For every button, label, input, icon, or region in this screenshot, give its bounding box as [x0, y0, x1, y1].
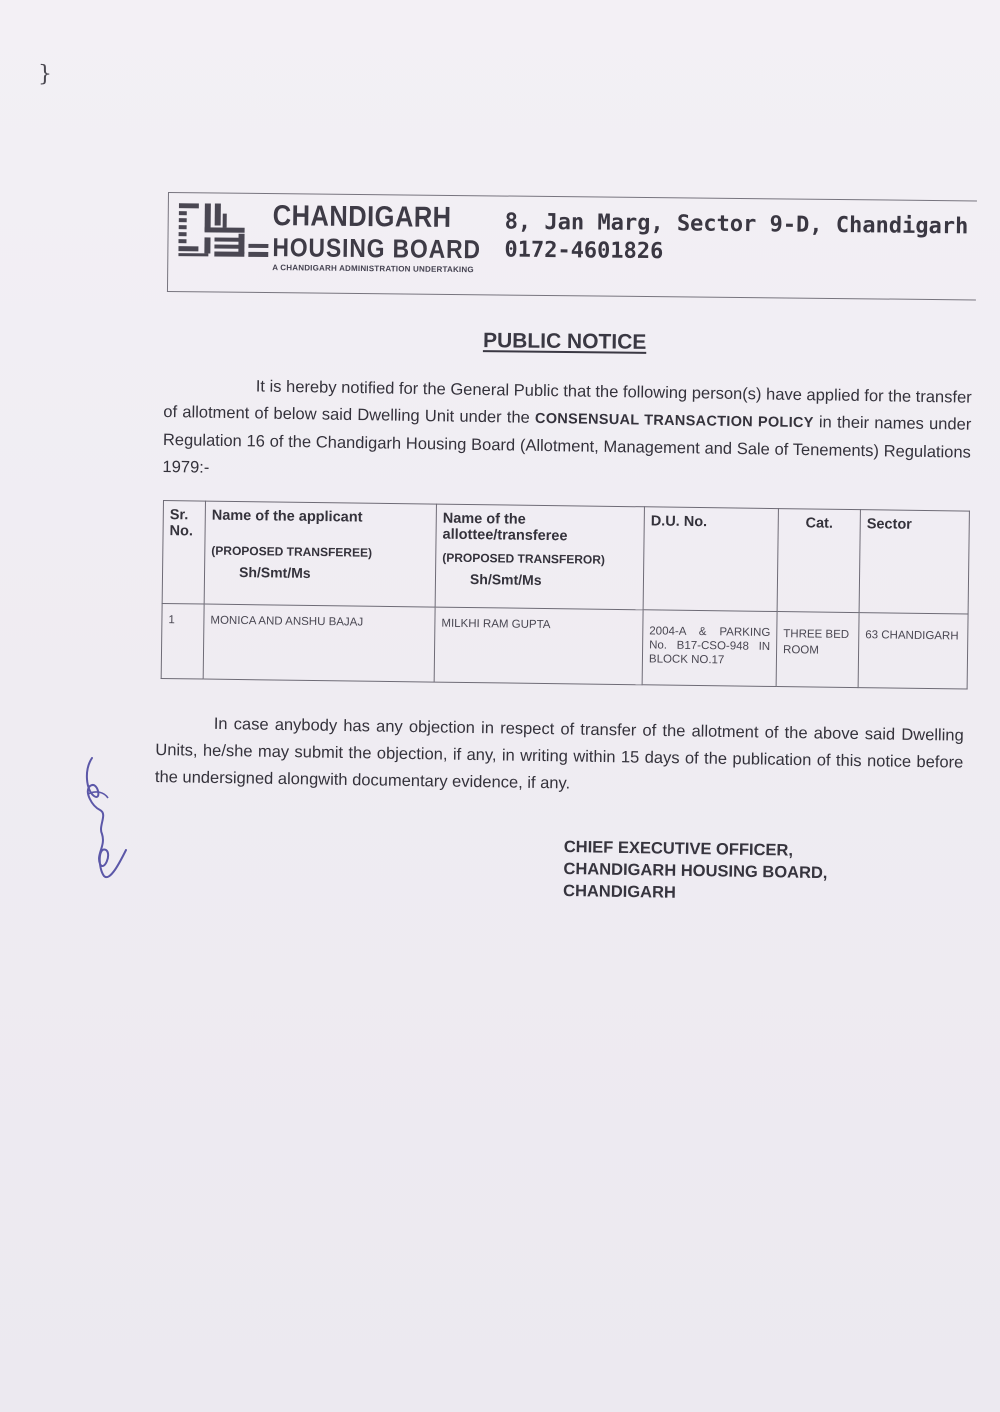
signatory-city: CHANDIGARH [562, 881, 677, 902]
header-applicant-honorific: Sh/Smt/Ms [238, 564, 311, 581]
phone-number: 0172-4601826 [504, 237, 664, 265]
cell-allottee: MILKHI RAM GUPTA [434, 607, 643, 685]
signatory-block [563, 836, 828, 906]
header-applicant-sub: (PROPOSED TRANSFEREE) [211, 543, 373, 560]
signatory-org: CHANDIGARH HOUSING BOARD, [563, 859, 828, 883]
cell-applicant: MONICA AND ANSHU BAJAJ [203, 604, 435, 682]
header-sector: Sector [859, 510, 969, 614]
header-allottee-label: Name of the allottee/transferee [442, 510, 568, 545]
address-line: 8, Jan Marg, Sector 9-D, Chandigarh [504, 209, 969, 240]
transfer-table [161, 500, 969, 690]
table-header-row [162, 501, 969, 615]
handwritten-signature [78, 750, 148, 890]
margin-mark: } [38, 62, 52, 87]
address-block [504, 209, 968, 270]
cell-sr-no: 1 [161, 603, 204, 679]
page-title: PUBLIC NOTICE [482, 329, 647, 354]
org-subtitle: A CHANDIGARH ADMINISTRATION UNDERTAKING [272, 263, 474, 275]
header-category: Cat. [777, 509, 860, 613]
org-name-line1: CHANDIGARH [272, 200, 452, 234]
cell-sector: 63 CHANDIGARH [858, 613, 968, 689]
intro-paragraph [162, 372, 972, 494]
objection-text: In case anybody has any objection in respect of transfer of the allotment of the above said Dwelling Units, he/she may submit the objection, if any, in writing within 15 days of the publication of this notice before the undersigned alongwith documentary evidence, if any. [154, 714, 964, 793]
org-name-line2: HOUSING BOARD [272, 232, 482, 265]
intro-text-part1: It is hereby notified for the General Public that the following person(s) have applied for the transfer of allotment of below said Dwelling Unit under the [163, 377, 972, 427]
header-allottee [435, 504, 644, 610]
header-sr-no: Sr. No. [162, 501, 205, 605]
intro-text-part2: in their names under Regulation 16 of the Chandigarh Housing Board (Allotment, Management and Sale of Tenements) Regulations 1979:- [162, 413, 972, 477]
signatory-title: CHIEF EXECUTIVE OFFICER, [563, 837, 794, 860]
header-applicant [204, 501, 436, 607]
policy-name: CONSENSUAL TRANSACTION POLICY [534, 410, 814, 432]
cell-du-no: 2004-A & PARKING No. B17-CSO-948 IN BLOCK NO.17 [642, 610, 777, 687]
letterhead [167, 192, 977, 300]
brand-block [272, 200, 510, 274]
objection-paragraph [155, 710, 964, 804]
header-du-no: D.U. No. [643, 507, 778, 612]
cell-category: THREE BED ROOM [776, 612, 859, 688]
table-row [161, 603, 968, 689]
header-applicant-label: Name of the applicant [211, 507, 363, 526]
header-allottee-honorific: Sh/Smt/Ms [469, 571, 542, 588]
header-allottee-sub: (PROPOSED TRANSFEROR) [442, 550, 606, 567]
chb-logo-icon [178, 203, 269, 258]
